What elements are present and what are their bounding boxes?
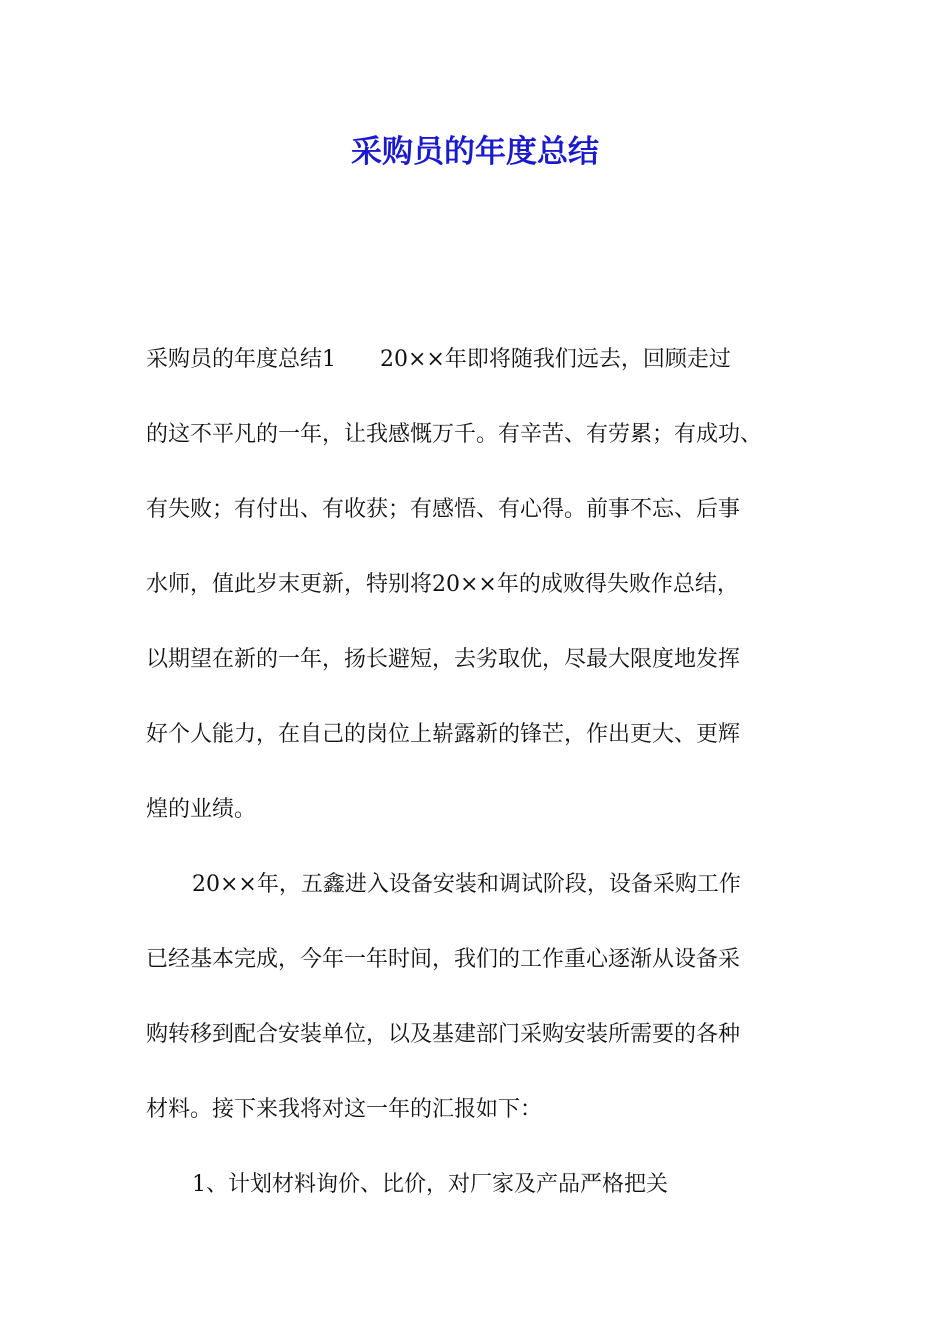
paragraph-line: 的这不平凡的一年，让我感慨万千。有辛苦、有劳累；有成功、 [146, 422, 763, 447]
section-heading: 1、计划材料询价、比价，对厂家及产品严格把关 [192, 1172, 668, 1197]
paragraph-line: 煌的业绩。 [146, 797, 257, 822]
paragraph-line: 采购员的年度总结1 20××年即将随我们远去，回顾走过 [146, 347, 731, 372]
paragraph-line: 材料。接下来我将对这一年的汇报如下： [146, 1097, 543, 1122]
paragraph-line: 以期望在新的一年，扬长避短，去劣取优，尽最大限度地发挥 [146, 647, 741, 672]
paragraph-line: 已经基本完成，今年一年时间，我们的工作重心逐渐从设备采 [146, 947, 741, 972]
paragraph-line: 水师，值此岁末更新，特别将20××年的成败得失败作总结， [146, 572, 739, 597]
paragraph-line: 好个人能力，在自己的岗位上崭露新的锋芒，作出更大、更辉 [146, 722, 741, 747]
paragraph-line: 20××年，五鑫进入设备安装和调试阶段，设备采购工作 [192, 872, 741, 897]
paragraph-line: 购转移到配合安装单位，以及基建部门采购安装所需要的各种 [146, 1022, 741, 1047]
document-title: 采购员的年度总结 [351, 134, 599, 170]
document-body [146, 338, 826, 1238]
paragraph-line: 有失败；有付出、有收获；有感悟、有心得。前事不忘、后事 [146, 497, 741, 522]
